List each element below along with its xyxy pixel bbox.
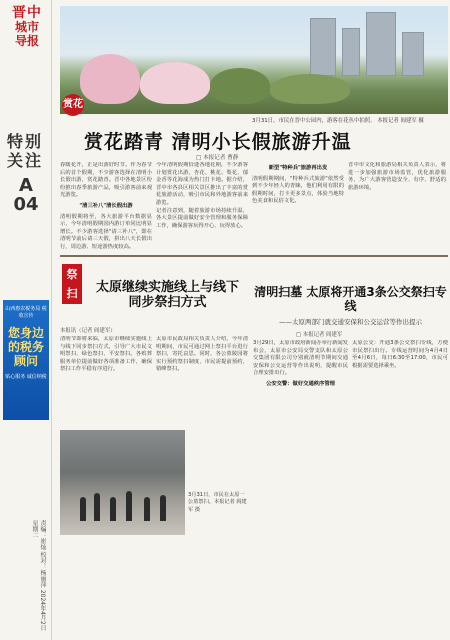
building: [402, 32, 424, 76]
page-number: 04: [13, 194, 39, 215]
brand-line1: 晋中: [12, 5, 42, 21]
left-margin-column: [0, 0, 52, 640]
person: [160, 495, 166, 521]
masthead-logo: [6, 6, 48, 76]
subheadline-bus-lines: ——太原两部门就交通安保和公交运营等作出提示: [279, 318, 422, 326]
article3-col2: [352, 340, 448, 632]
caption-credit: 本报记者 阎建军 摄: [377, 118, 424, 124]
person: [144, 497, 150, 521]
person: [126, 491, 132, 521]
tag-festival: 祭扫: [62, 264, 82, 304]
ad-bottom-text: 贴心服务 诚信纳税: [5, 374, 47, 380]
page-letter: A: [19, 175, 33, 196]
article1-col1: [60, 162, 152, 252]
article2-col1: [60, 336, 152, 426]
blossom-tree: [80, 54, 140, 104]
page-meta: 责编：崔灿 校对：杨丽萍 2024年4月2日 星期二: [31, 520, 46, 631]
ad-top-text: 山西惠农税务局 税收宣传: [5, 306, 47, 319]
subheading: "清三补八"清长假出游: [79, 202, 133, 209]
paragraph: 晋中市文化和旅游局相关负责人表示，将进一步加强旅游市场监管，优化旅游服务，为广大游客营造安全、有序、舒适的旅游环境。: [348, 162, 446, 191]
brand-line2: 城市: [14, 20, 39, 34]
article3-col1: [253, 340, 348, 632]
person: [94, 493, 100, 521]
byline-main: □ 本报记者 曹静: [196, 155, 239, 161]
brand-line3: 导报: [14, 34, 39, 48]
tree: [210, 68, 270, 104]
byline-bus: □ 本报记者 阎建军: [296, 332, 343, 338]
cemetery-photo: [60, 430, 185, 535]
byline-taiyuan: 本报讯（记者 阎建军）: [60, 328, 116, 334]
paragraph: 春暖花开，正是出游好时节。作为春节后的首个假期，不少游客选择在清明小长假出游，赏花踏青。晋中各地景区纷纷推出春季旅游产品，吸引游客前来观光游览。: [60, 162, 152, 199]
paragraph: 今年清明假期恰逢各地花期，不少游客计划赏花出游，杏花、桃花、梨花、郁金香等花海成为热门打卡地。据介绍，晋中市各县区相关景区推出了丰富的赏花旅游活动，吸引市民和外地游客前来游览。: [156, 162, 248, 206]
cemetery-photo-caption: 3月31日，市民在太原一公墓祭扫。本报记者 阎建军 摄: [188, 492, 247, 513]
top-photo: [60, 6, 448, 114]
article1-col3: [252, 162, 344, 252]
paragraph: 记者注意到，随着旅游市场持续升温，各大景区提前做好安全管理和服务保障工作，确保游客玩得开心、玩得放心。: [156, 207, 248, 229]
tree: [270, 74, 350, 104]
subheading: 新型"特种兵"旅游再出发: [268, 165, 328, 171]
paragraph: 太原公交：开通3条公交祭扫专线，方便市民祭扫出行。专线运营时间为4月4日至4月6日，每日6:30至17:00，市民可根据需要选择乘坐。: [352, 340, 448, 369]
side-advertisement[interactable]: [3, 300, 49, 420]
section-label: 特别关注: [6, 132, 43, 170]
headline-main[interactable]: 赏花踏青 清明小长假旅游升温: [84, 131, 352, 153]
page-code: [0, 175, 52, 214]
paragraph: 清明假期将至，各大旅游平台数据显示，今年清明假期国内游订单同比明显增长。不少游客选择"请三补八"，即在清明节前后请三天假，拼出八天长假出行，周边游、短途游热度较高。: [60, 213, 152, 250]
blossom-tree: [140, 62, 210, 104]
building: [310, 18, 336, 76]
building: [366, 12, 396, 76]
person: [110, 497, 116, 521]
tag-spring: 赏花: [62, 94, 84, 116]
top-photo-caption: [252, 118, 448, 125]
section-divider: [60, 255, 448, 257]
headline-taiyuan-online[interactable]: 太原继续实施线上与线下同步祭扫方式: [95, 280, 239, 310]
paragraph: 清明假期期间，"特种兵式旅游"依然受到不少年轻人的青睐，他们利用有限的假期时间，打卡更多景点，体验当地特色美食和民俗文化。: [252, 175, 344, 205]
article1-col4: [348, 162, 446, 252]
paragraph: 清明节即将来临，太原市继续实施线上与线下同步祭扫方式，引导广大市民文明祭扫、绿色祭扫、平安祭扫。各殡葬服务单位提前做好各项准备工作，确保祭扫工作平稳有序进行。: [60, 336, 152, 373]
ad-main-text: 您身边的税务顾问: [7, 326, 44, 368]
headline-bus-lines[interactable]: 清明扫墓 太原将开通3条公交祭扫专线: [254, 285, 447, 313]
person: [80, 497, 86, 521]
building: [342, 28, 360, 76]
paragraph: 3月29日，太原市政府新闻办举行新闻发布会，太原市公安局交警支队和太原公交集团有限公司分别就清明节期间交通安保和公交运营等作出说明，提醒市民合理安排出行。: [253, 340, 348, 377]
paragraph: 太原市民政局相关负责人介绍，今年清明期间，市民可通过网上祭扫平台进行祭扫，寄托哀思。同时，各公墓陵园将实行预约祭扫制度，市民需提前预约，错峰祭扫。: [156, 336, 248, 373]
article1-col2: [156, 162, 248, 252]
caption-text: 3月31日，市民在晋中公园内，游客在花丛中拍照。: [252, 118, 376, 124]
subheading: 公安交警：做好交通秩序管理: [266, 380, 335, 387]
